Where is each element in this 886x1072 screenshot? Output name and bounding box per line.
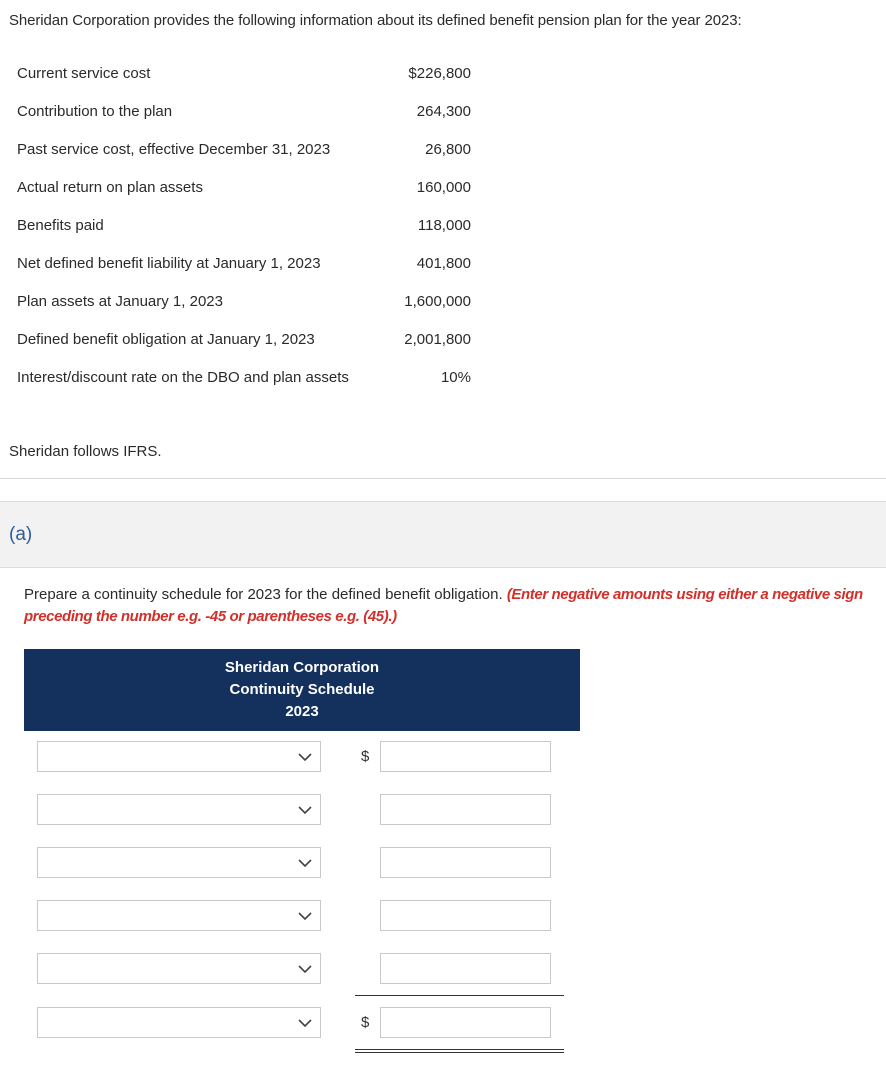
info-value: 1,600,000 <box>404 293 471 310</box>
chevron-down-icon <box>297 961 313 977</box>
schedule-item-dropdown[interactable] <box>37 1007 321 1038</box>
part-label: (a) <box>9 524 33 545</box>
info-value: 2,001,800 <box>404 331 471 348</box>
info-row <box>17 359 477 397</box>
amount-input[interactable] <box>380 794 551 825</box>
info-label: Contribution to the plan <box>17 103 173 120</box>
schedule-row <box>24 794 580 828</box>
info-row <box>17 207 477 245</box>
schedule-title: Continuity Schedule <box>229 681 375 698</box>
info-label: Current service cost <box>17 65 151 82</box>
pension-info-table <box>17 55 477 397</box>
info-row <box>17 55 477 93</box>
schedule-item-dropdown[interactable] <box>37 953 321 984</box>
schedule-total-row <box>24 1007 580 1041</box>
info-label: Actual return on plan assets <box>17 179 203 196</box>
info-label: Interest/discount rate on the DBO and plan assets <box>17 369 349 386</box>
info-label: Plan assets at January 1, 2023 <box>17 293 223 310</box>
info-label: Past service cost, effective December 31, 2023 <box>17 141 331 158</box>
currency-symbol: $ <box>361 1014 370 1031</box>
question-text: Prepare a continuity schedule for 2023 for the defined benefit obligation. <box>24 586 507 603</box>
ifrs-note: Sheridan follows IFRS. <box>9 443 162 460</box>
schedule-item-dropdown[interactable] <box>37 847 321 878</box>
info-value: 264,300 <box>416 103 471 120</box>
info-row <box>17 131 477 169</box>
amount-input[interactable] <box>380 953 551 984</box>
amount-input[interactable] <box>380 847 551 878</box>
schedule-row <box>24 847 580 881</box>
schedule-item-dropdown[interactable] <box>37 794 321 825</box>
schedule-row <box>24 900 580 934</box>
schedule-company: Sheridan Corporation <box>224 659 380 676</box>
info-value: 26,800 <box>425 141 471 158</box>
schedule-item-dropdown[interactable] <box>37 741 321 772</box>
subtotal-rule <box>355 995 564 996</box>
info-value: 160,000 <box>416 179 471 196</box>
currency-symbol: $ <box>361 748 370 765</box>
info-row <box>17 283 477 321</box>
info-label: Defined benefit obligation at January 1, 2023 <box>17 331 315 348</box>
schedule-header <box>24 649 580 731</box>
total-double-rule <box>355 1049 564 1053</box>
info-value: 118,000 <box>417 217 471 234</box>
info-row <box>17 93 477 131</box>
info-value: 10% <box>440 369 471 386</box>
schedule-row <box>24 741 580 775</box>
amount-input[interactable] <box>380 900 551 931</box>
info-row <box>17 169 477 207</box>
schedule-year: 2023 <box>285 703 319 720</box>
problem-intro: Sheridan Corporation provides the following information about its defined benefit pension plan for the year 2023: <box>9 12 742 29</box>
info-label: Net defined benefit liability at January 1, 2023 <box>17 255 321 272</box>
info-value: 401,800 <box>416 255 471 272</box>
part-header <box>0 501 886 568</box>
info-label: Benefits paid <box>17 217 104 234</box>
chevron-down-icon <box>297 749 313 765</box>
total-amount-input[interactable] <box>380 1007 551 1038</box>
chevron-down-icon <box>297 802 313 818</box>
chevron-down-icon <box>297 855 313 871</box>
question-hint: (Enter negative amounts using either a negative sign preceding the number e.g. -45 or parentheses e.g. (45).) <box>24 586 863 625</box>
info-row <box>17 321 477 359</box>
question-prompt <box>24 584 874 628</box>
section-divider <box>0 478 886 479</box>
chevron-down-icon <box>297 1015 313 1031</box>
info-row <box>17 245 477 283</box>
schedule-row <box>24 953 580 987</box>
schedule-item-dropdown[interactable] <box>37 900 321 931</box>
info-value: $226,800 <box>408 65 471 82</box>
chevron-down-icon <box>297 908 313 924</box>
amount-input[interactable] <box>380 741 551 772</box>
